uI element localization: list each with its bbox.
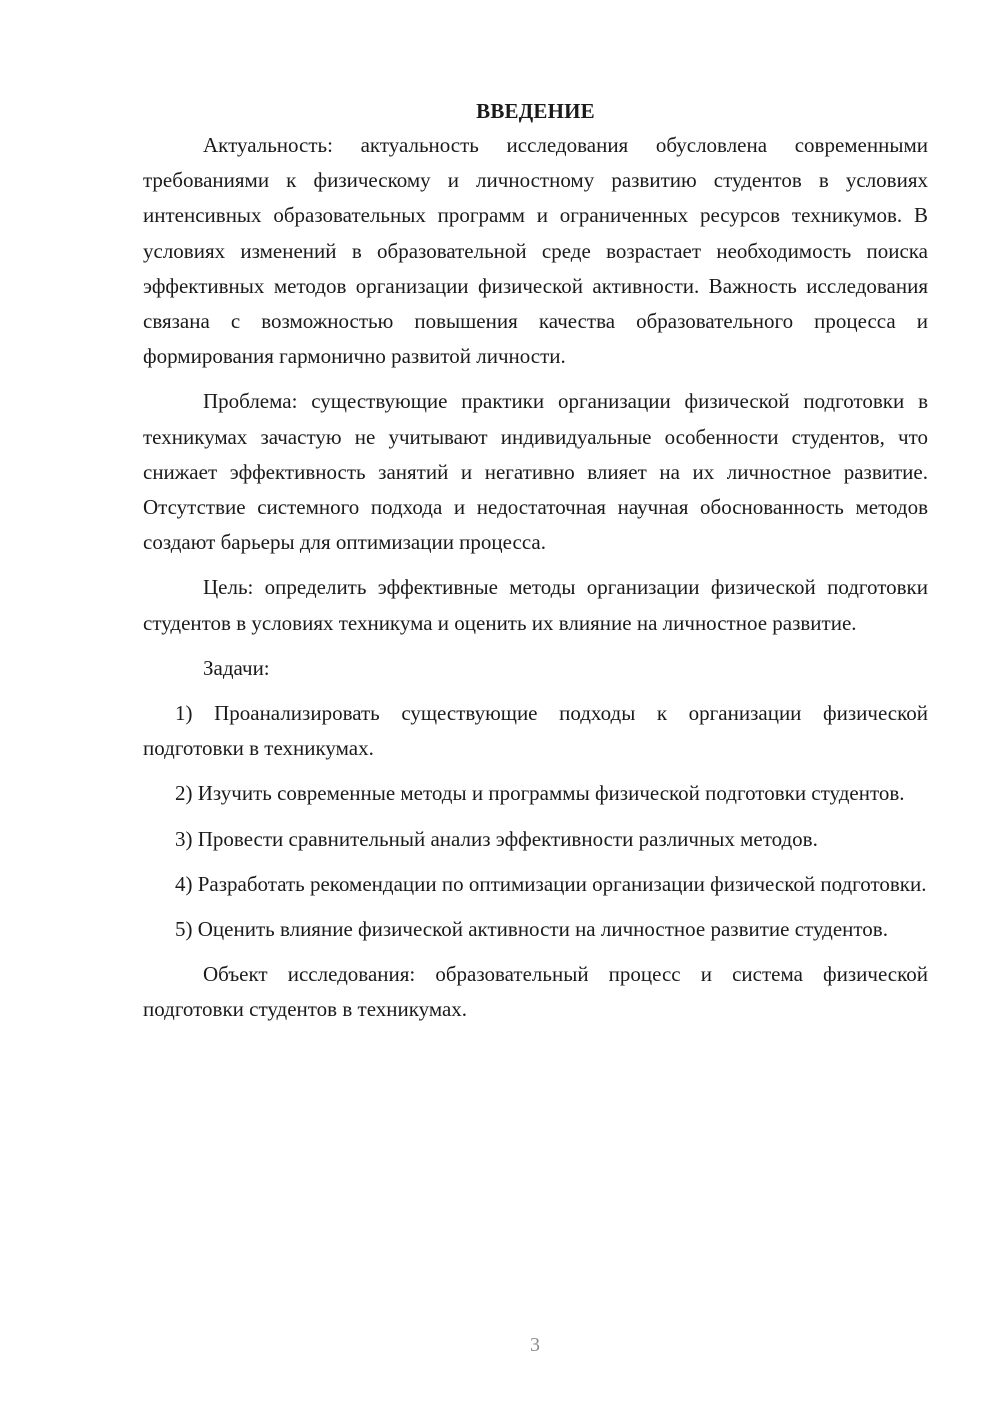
task-item-1: 1) Проанализировать существующие подходы к организации физической подготовки в техникумах. (143, 701, 928, 761)
tasks-heading: Задачи: (203, 655, 270, 680)
task-item-2: 2) Изучить современные методы и программы физической подготовки студентов. (175, 781, 905, 806)
task-item-3: 3) Провести сравнительный анализ эффективности различных методов. (175, 826, 818, 851)
page-number: 3 (530, 1334, 540, 1356)
problem-paragraph: Проблема: существующие практики организации физической подготовки в техникумах зачастую не учитывают индивидуальные особенности студентов, что снижает эффективность занятий и негативно влияет на их личностное развитие. Отсутствие системного подхода и недостаточная научная обоснованность методов создают барьеры для оптимизации процесса. (143, 389, 928, 555)
page-content (143, 96, 928, 1038)
task-item-5: 5) Оценить влияние физической активности на личностное развитие студентов. (175, 917, 888, 942)
relevance-paragraph: Актуальность: актуальность исследования обусловлена современными требованиями к физическому и личностному развитию студентов в условиях интенсивных образовательных программ и ограниченных ресурсов техникумов. В условиях изменений в образовательной среде возрастает необходимость поиска эффективных методов организации физической активности. Важность исследования связана с возможностью повышения качества образовательного процесса и формирования гармонично развитой личности. (143, 133, 928, 369)
object-paragraph: Объект исследования: образовательный процесс и система физической подготовки студентов в техникумах. (143, 962, 928, 1022)
task-item-4: 4) Разработать рекомендации по оптимизации организации физической подготовки. (175, 871, 927, 896)
goal-paragraph: Цель: определить эффективные методы организации физической подготовки студентов в условиях техникума и оценить их влияние на личностное развитие. (143, 575, 928, 635)
page-title: ВВЕДЕНИЕ (476, 99, 595, 123)
